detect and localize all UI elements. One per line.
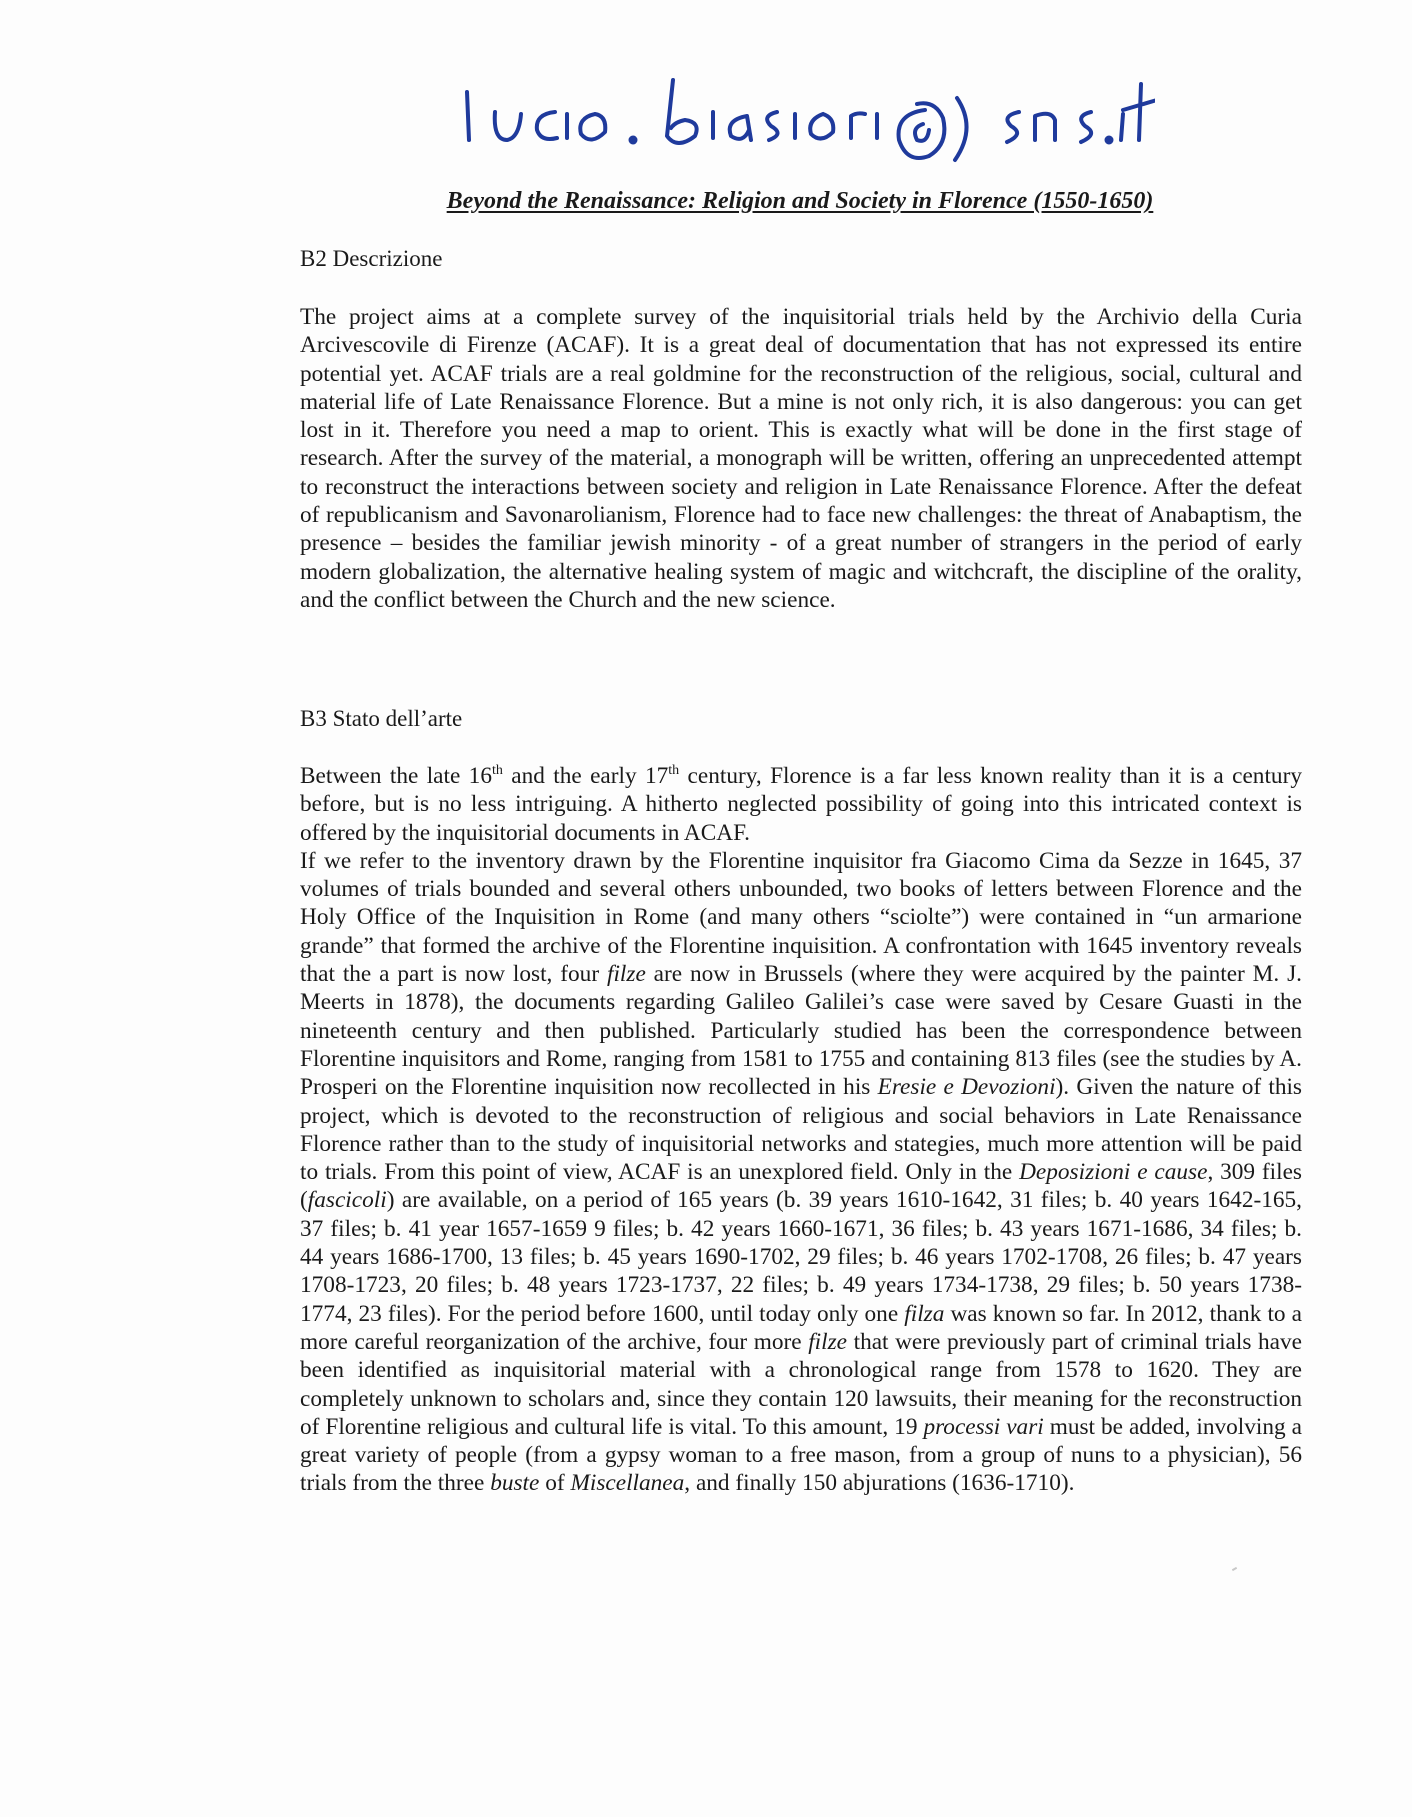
italic-term: Deposizioni e cause <box>1019 1159 1208 1186</box>
text-run: that were previously part of criminal trials have been identified as inquisitorial material with a chronological range from 1578 to 1620. They are completely unknown to scholars and, since they contain 120 lawsuits, their meaning for the reconstruction of Florentine religious and cultural life is vital. To this amount, 19 <box>300 1328 1302 1440</box>
italic-term: processi vari <box>923 1413 1044 1440</box>
document-title: Beyond the Renaissance: Religion and Society in Florence (1550-1650) <box>446 188 1154 214</box>
ordinal-superscript: th <box>668 763 680 779</box>
handwritten-email-note <box>455 70 1155 180</box>
section-b3-paragraph <box>300 762 1302 1498</box>
text-run: If we refer to the inventory drawn by the Florentine inquisitor fra Giacomo Cima da Sezze in 1645, 37 volumes of trials bounded and several others unbounded, two books of letters between Florence and the Holy Office of the Inquisition in Rome (and many others “sciolte”) were contained in “un armarione grande” that formed the archive of the Florentine inquisition. A confrontation with 1645 inventory reveals that the a part is now lost, four <box>300 847 1302 988</box>
text-run: and the early 17 <box>502 763 669 789</box>
text-run: ). Given the nature of this project, which is devoted to the reconstruction of religious and social behaviors in Late Renaissance Florence rather than to the study of inquisitorial networks and stategies, much more attention will be paid to trials. From this point of view, ACAF is an unexplored field. Only in the <box>300 1074 1303 1186</box>
ordinal-superscript: th <box>491 763 503 779</box>
italic-term: fascicoli <box>307 1187 387 1214</box>
section-b2-paragraph: The project aims at a complete survey of the inquisitorial trials held by the Archivio della Curia Arcivescovile di Firenze (ACAF). It is a great deal of documentation that has not expressed its entire potential yet. ACAF trials are a real goldmine for the reconstruction of the religious, social, cultural and material life of Late Renaissance Florence. But a mine is not only rich, it is also dangerous: you can get lost in it. Therefore you need a map to orient. This is exactly what will be done in the first stage of research. After the survey of the material, a monograph will be written, offering an unprecedented attempt to reconstruct the interactions between society and religion in Late Renaissance Florence. After the defeat of republicanism and Savonarolianism, Florence had to face new challenges: the threat of Anabaptism, the presence – besides the familiar jewish minority - of a great number of strangers in the period of early modern globalization, the alternative healing system of magic and witchcraft, the discipline of the orality, and the conflict between the Church and the new science. <box>300 304 1302 613</box>
text-run: Between the late 16 <box>300 763 492 789</box>
scan-speck <box>1232 1567 1237 1571</box>
italic-term: filze <box>606 961 646 988</box>
text-run: ) are available, on a period of 165 years (b. 39 years 1610-1642, 31 files; b. 40 years 1642-165, 37 files; b. 41 year 1657-1659 9 files; b. 42 years 1660-1671, 36 files; b. 43 years 1671-1686, 34 files; b. 44 years 1686-1700, 13 files; b. 45 years 1690-1702, 29 files; b. 46 years 1702-1708, 26 files; b. 47 years 1708-1723, 20 files; b. 48 years 1723-1737, 22 files; b. 49 years 1734-1738, 29 files; b. 50 years 1738-1774, 23 files). For the period before 1600, until today only one <box>300 1187 1302 1327</box>
text-run: , and finally 150 abjurations (1636-1710). <box>684 1470 1075 1497</box>
section-heading-b3: B3 Stato dell’arte <box>300 706 463 731</box>
italic-term: Miscellanea <box>570 1470 685 1497</box>
text-run: was known so far. In 2012, thank to a more careful reorganization of the archive, four more <box>300 1300 1302 1355</box>
italic-term: Eresie e Devozioni <box>877 1074 1056 1101</box>
italic-term: filze <box>808 1328 848 1355</box>
italic-term: filza <box>904 1300 945 1327</box>
text-run: , 309 files ( <box>300 1159 1302 1214</box>
text-run: century, Florence is a far less known reality than it is a century before, but is no less intriguing. A hitherto neglected possibility of going into this intricated context is offered by the inquisitorial documents in ACAF. <box>300 763 1302 846</box>
text-run: must be added, involving a great variety of people (from a gypsy woman to a free mason, from a group of nuns to a physician), 56 trials from the three <box>300 1413 1303 1497</box>
text-run: of <box>539 1470 571 1497</box>
text-run: are now in Brussels (where they were acquired by the painter M. J. Meerts in 1878), the documents regarding Galileo Galilei’s case were saved by Cesare Guasti in the nineteenth century and then published. Particularly studied has been the correspondence between Florentine inquisitors and Rome, ranging from 1581 to 1755 and containing 813 files (see the studies by A. Prosperi on the Florentine inquisition now recollected in his <box>300 961 1302 1101</box>
italic-term: buste <box>490 1470 540 1497</box>
section-heading-b2: B2 Descrizione <box>300 246 443 271</box>
handwritten-email-signature <box>455 70 1155 180</box>
